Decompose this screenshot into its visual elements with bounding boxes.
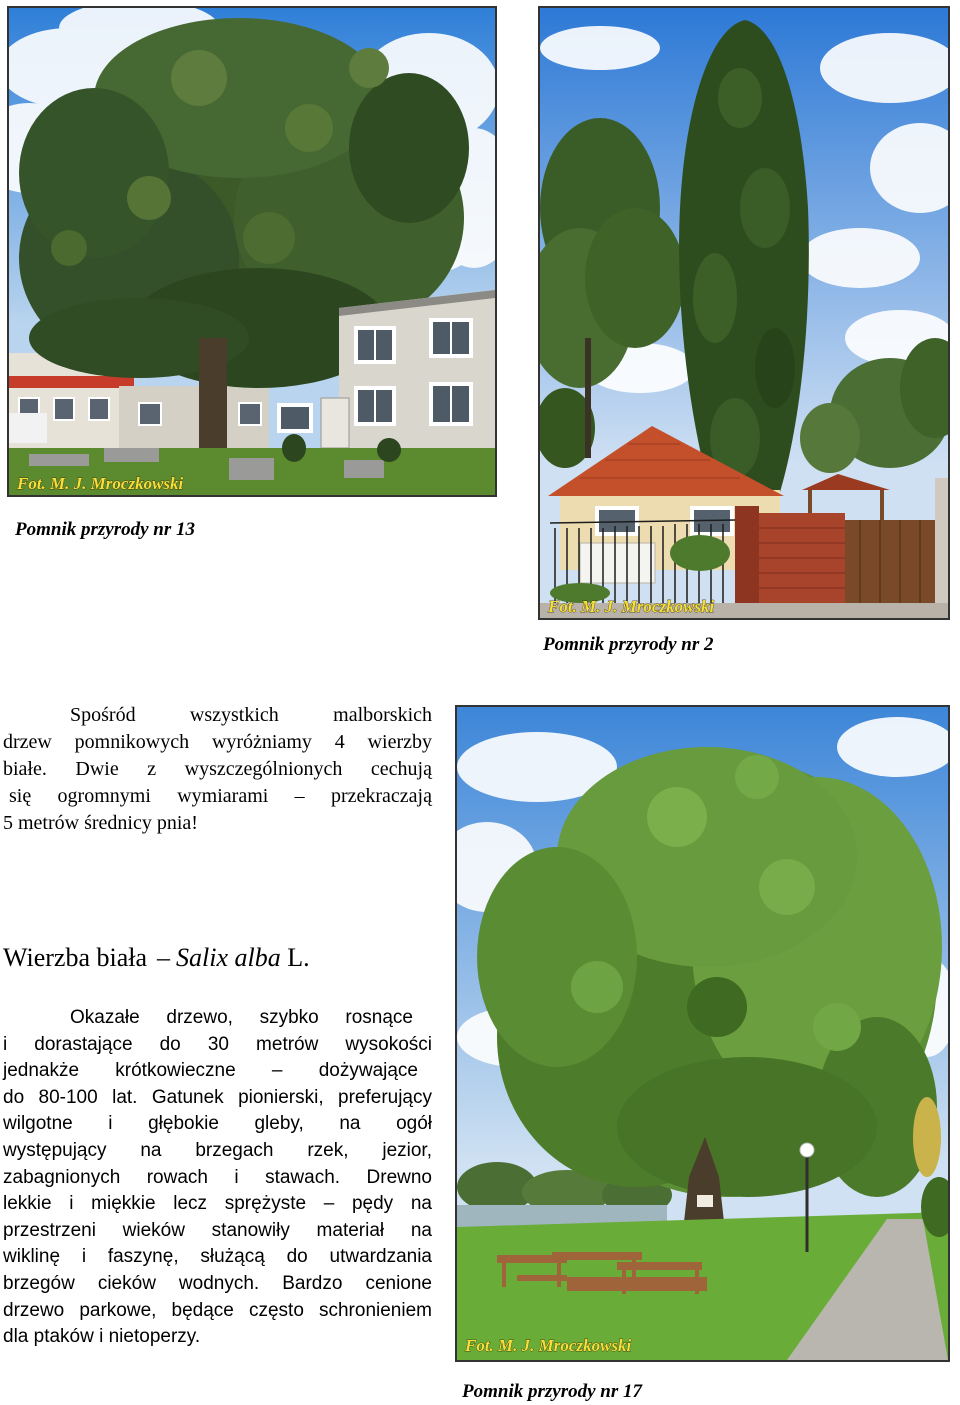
species-heading — [3, 941, 310, 975]
description-line: zabagnionych rowach i stawach. Drewno — [3, 1166, 432, 1188]
photo-3-caption: Pomnik przyrody nr 17 — [462, 1381, 642, 1402]
tree-trunk — [199, 338, 227, 458]
photo-3-image — [457, 707, 948, 1360]
photo-monument-17 — [455, 705, 950, 1362]
photo-1-watermark: Fot. M. J. Mroczkowski — [17, 474, 184, 493]
photo-3-watermark: Fot. M. J. Mroczkowski — [465, 1336, 632, 1355]
description-line: Okazałe drzewo, szybko rosnące — [70, 1007, 413, 1028]
intro-line: 5 metrów średnicy pnia! — [3, 812, 198, 834]
intro-paragraph — [3, 702, 432, 837]
photo-monument-2 — [538, 6, 950, 620]
description-line: i dorastające do 30 metrów wysokości — [3, 1033, 432, 1055]
intro-line: białe. Dwie z wyszczególnionych cechują — [3, 758, 432, 780]
species-author: L. — [287, 943, 310, 972]
intro-line: Spośród wszystkich malborskich — [70, 704, 432, 726]
photo-1-caption: Pomnik przyrody nr 13 — [15, 519, 195, 540]
description-line: drzewo parkowe, będące często schronieniem — [3, 1299, 432, 1321]
heading-dash: – — [157, 943, 171, 972]
van — [9, 413, 47, 443]
species-common-name: Wierzba biała — [3, 943, 148, 972]
trunk-sign — [697, 1195, 713, 1207]
shrub — [282, 434, 306, 462]
description-line: brzegów cieków wodnych. Bardzo cenione — [3, 1272, 432, 1294]
description-line: jednakże krótkowieczne – dożywające — [3, 1060, 418, 1082]
description-line: dla ptaków i nietoperzy. — [3, 1326, 201, 1348]
description-line: wiklinę i faszynę, służącą do utwardzania — [3, 1246, 432, 1268]
photo-2-watermark: Fot. M. J. Mroczkowski — [548, 597, 715, 616]
photo-2-image — [540, 8, 948, 618]
description-line: lekkie i miękkie lecz sprężyste – pędy na — [3, 1193, 432, 1215]
photo-monument-13 — [7, 6, 497, 497]
description-paragraph — [3, 1005, 432, 1351]
species-latin-name: Salix alba — [176, 943, 281, 972]
intro-line: się ogromnymi wymiarami – przekraczają — [9, 785, 432, 807]
shrub — [377, 438, 401, 462]
intro-line: drzew pomnikowych wyróżniamy 4 wierzby — [3, 731, 432, 753]
description-line: wilgotne i głębokie gleby, na ogół — [3, 1113, 432, 1135]
description-line: przestrzeni wieków stanowiły materiał na — [3, 1219, 432, 1241]
brick-fence — [735, 506, 845, 605]
photo-2-caption: Pomnik przyrody nr 2 — [543, 634, 714, 655]
description-line: do 80-100 lat. Gatunek pionierski, preferujący — [3, 1086, 432, 1108]
description-line: występujący na brzegach rzek, jezior, — [3, 1139, 432, 1161]
photo-1-image — [9, 8, 495, 495]
